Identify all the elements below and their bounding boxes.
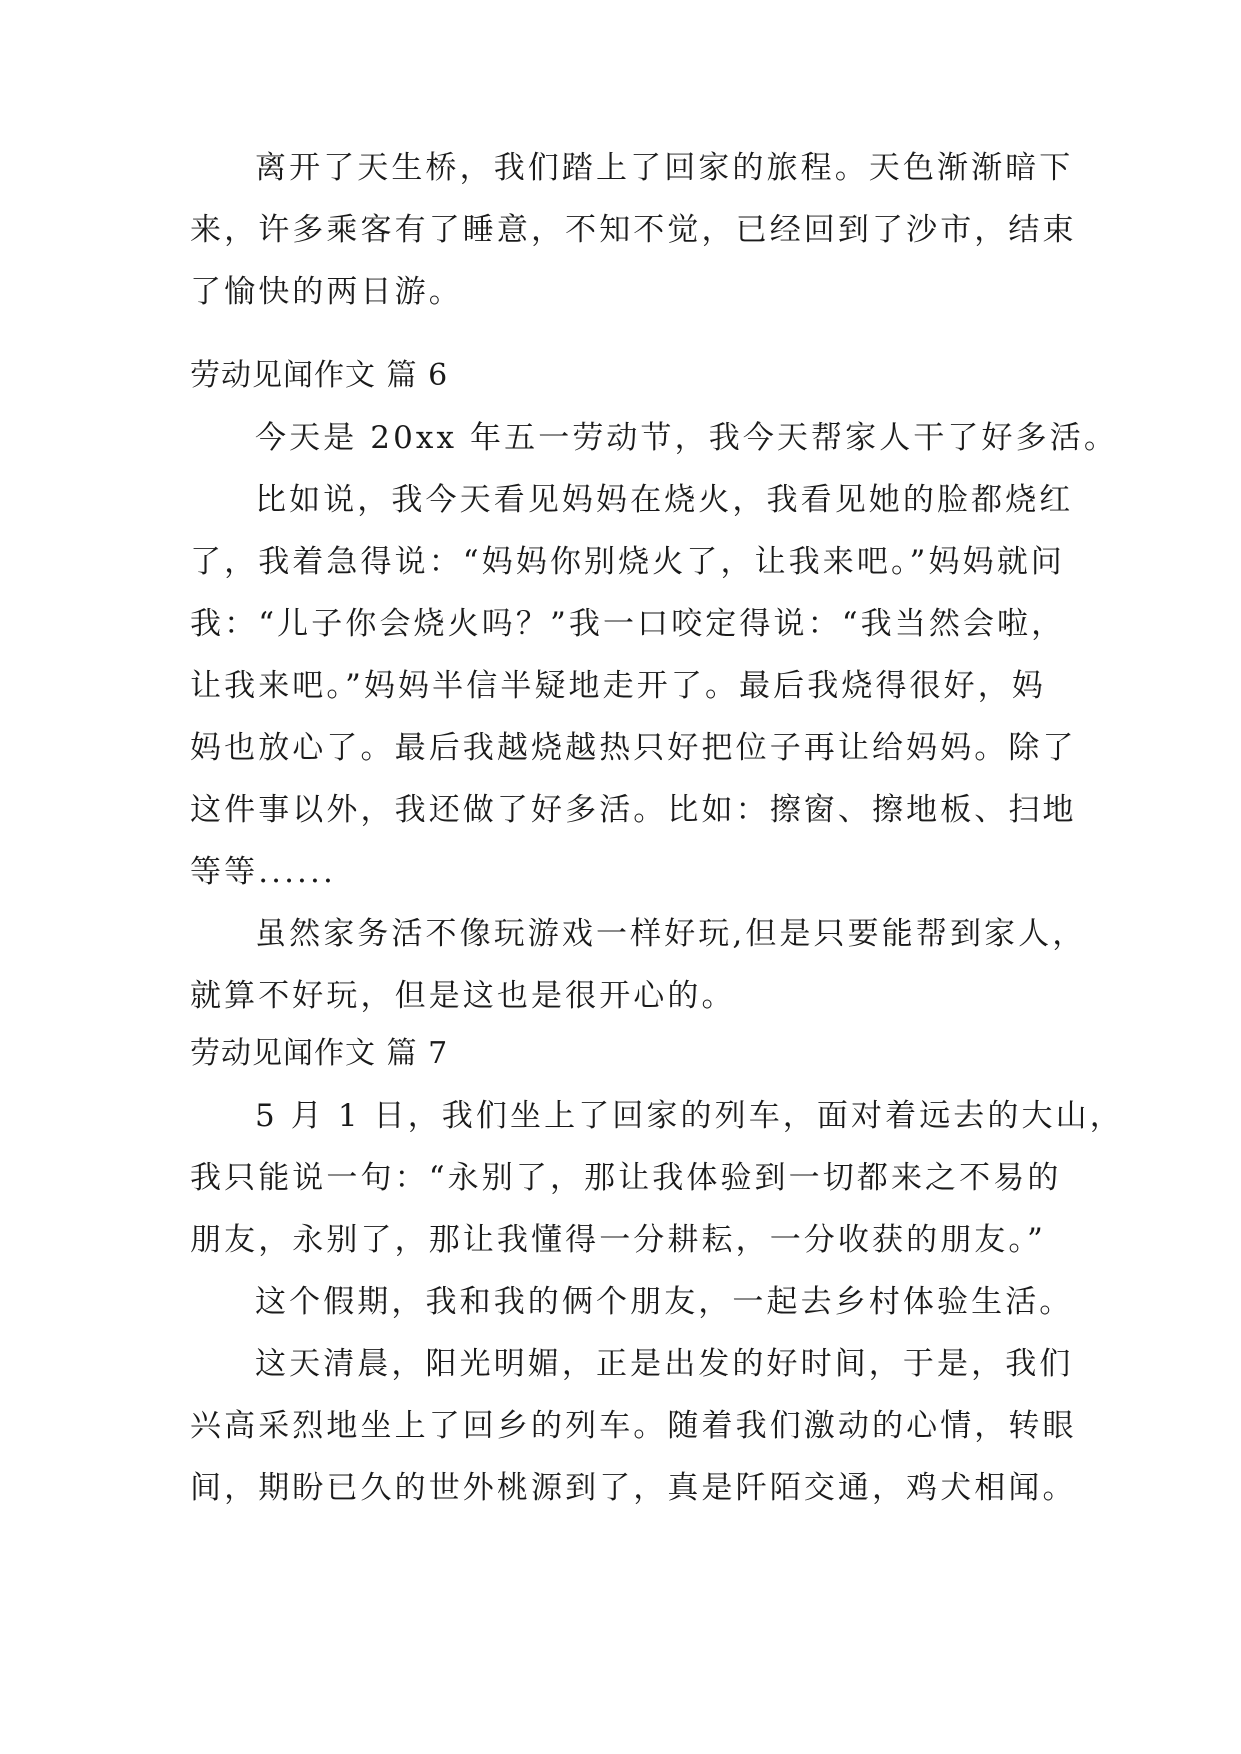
text-line: 我：“儿子你会烧火吗？”我一口咬定得说：“我当然会啦， bbox=[190, 606, 1066, 642]
section-heading: 劳动见闻作文 篇 6 bbox=[190, 358, 449, 393]
text-line: 5 月 1 日，我们坐上了回家的列车，面对着远去的大山， bbox=[255, 1098, 1124, 1134]
text-line: 虽然家务活不像玩游戏一样好玩,但是只要能帮到家人， bbox=[255, 916, 1087, 952]
paragraph-trip-end bbox=[190, 137, 1077, 323]
text-line: 今天是 20xx 年五一劳动节，我今天帮家人干了好多活。 bbox=[255, 420, 1118, 456]
text-line: 间，期盼已久的世外桃源到了，真是阡陌交通，鸡犬相闻。 bbox=[190, 1470, 1077, 1506]
text-line: 这天清晨，阳光明媚，正是出发的好时间，于是，我们 bbox=[255, 1346, 1074, 1382]
text-line: 这个假期，我和我的俩个朋友，一起去乡村体验生活。 bbox=[255, 1284, 1074, 1320]
text-line: 让我来吧。”妈妈半信半疑地走开了。最后我烧得很好，妈 bbox=[190, 668, 1046, 704]
text-line: 妈也放心了。最后我越烧越热只好把位子再让给妈妈。除了 bbox=[190, 730, 1077, 766]
text-line: 来，许多乘客有了睡意，不知不觉，已经回到了沙市，结束 bbox=[190, 212, 1077, 248]
section-heading: 劳动见闻作文 篇 7 bbox=[190, 1036, 449, 1071]
text-line: 了，我着急得说：“妈妈你别烧火了，让我来吧。”妈妈就问 bbox=[190, 544, 1065, 580]
text-line: 比如说，我今天看见妈妈在烧火，我看见她的脸都烧红 bbox=[255, 482, 1074, 518]
text-line: 就算不好玩，但是这也是很开心的。 bbox=[190, 978, 736, 1014]
text-line: 兴高采烈地坐上了回乡的列车。随着我们激动的心情，转眼 bbox=[190, 1408, 1077, 1444]
section-7 bbox=[190, 1023, 1124, 1519]
text-line: 等等...... bbox=[190, 854, 336, 890]
text-line: 朋友，永别了，那让我懂得一分耕耘，一分收获的朋友。” bbox=[190, 1222, 1046, 1258]
text-line: 我只能说一句：“永别了，那让我体验到一切都来之不易的 bbox=[190, 1160, 1062, 1196]
text-line: 离开了天生桥，我们踏上了回家的旅程。天色渐渐暗下 bbox=[255, 150, 1074, 186]
text-line: 这件事以外，我还做了好多活。比如：擦窗、擦地板、扫地 bbox=[190, 792, 1077, 828]
section-6 bbox=[190, 345, 1118, 1027]
text-line: 了愉快的两日游。 bbox=[190, 274, 463, 310]
